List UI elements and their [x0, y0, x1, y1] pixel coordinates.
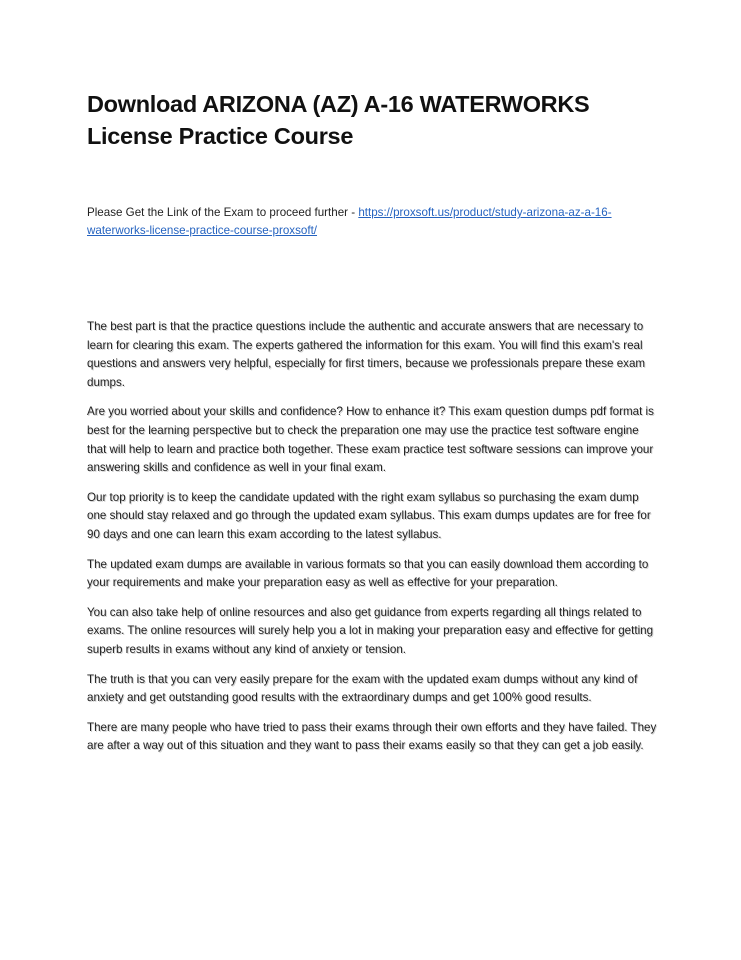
body-paragraph: Our top priority is to keep the candidate updated with the right exam syllabus so purchasing the exam dump one should stay relaxed and go through the updated exam syllabus. This exam dumps updates are for free for 90 days and one can learn this exam according to the latest syllabus. — [87, 490, 651, 541]
body-paragraph: You can also take help of online resources and also get guidance from experts regarding all things related to exams. The online resources will surely help you a lot in making your preparation easy and effective for getting superb results in exams without any kind of anxiety or tension. — [87, 605, 654, 656]
body-paragraph: The updated exam dumps are available in various formats so that you can easily download them according to your requirements and make your preparation easy as well as effective for your preparation. — [87, 557, 649, 590]
body-paragraph: There are many people who have tried to pass their exams through their own efforts and they have failed. They are after a way out of this situation and they want to pass their exams easily so that they can get a job easily. — [87, 720, 657, 753]
document-page — [87, 88, 657, 767]
intro-text: Please Get the Link of the Exam to proceed further - — [87, 206, 359, 219]
exam-link[interactable]: https://proxsoft.us/product/study-arizona-az-a-16-waterworks-license-practice-course-proxsoft/ — [87, 206, 612, 237]
body-text — [87, 318, 657, 756]
body-paragraph: The truth is that you can very easily prepare for the exam with the updated exam dumps without any kind of anxiety and get outstanding good results with the extraordinary dumps and get 100% good results. — [87, 672, 638, 705]
page-title: Download ARIZONA (AZ) A-16 WATERWORKS License Practice Course — [87, 91, 590, 149]
body-paragraph: The best part is that the practice questions include the authentic and accurate answers that are necessary to learn for clearing this exam. The experts gathered the information for this exam. You will find this exam's real questions and answers very helpful, especially for first timers, because we professionals prepare these exam dumps. — [87, 320, 646, 389]
intro-paragraph — [87, 204, 657, 240]
body-paragraph: Are you worried about your skills and confidence? How to enhance it? This exam question dumps pdf format is best for the learning perspective but to check the preparation one may use the practice test software engine that will help to learn and practice both together. These exam practice test software sessions can improve your answering skills and confidence as well in your final exam. — [87, 405, 654, 475]
